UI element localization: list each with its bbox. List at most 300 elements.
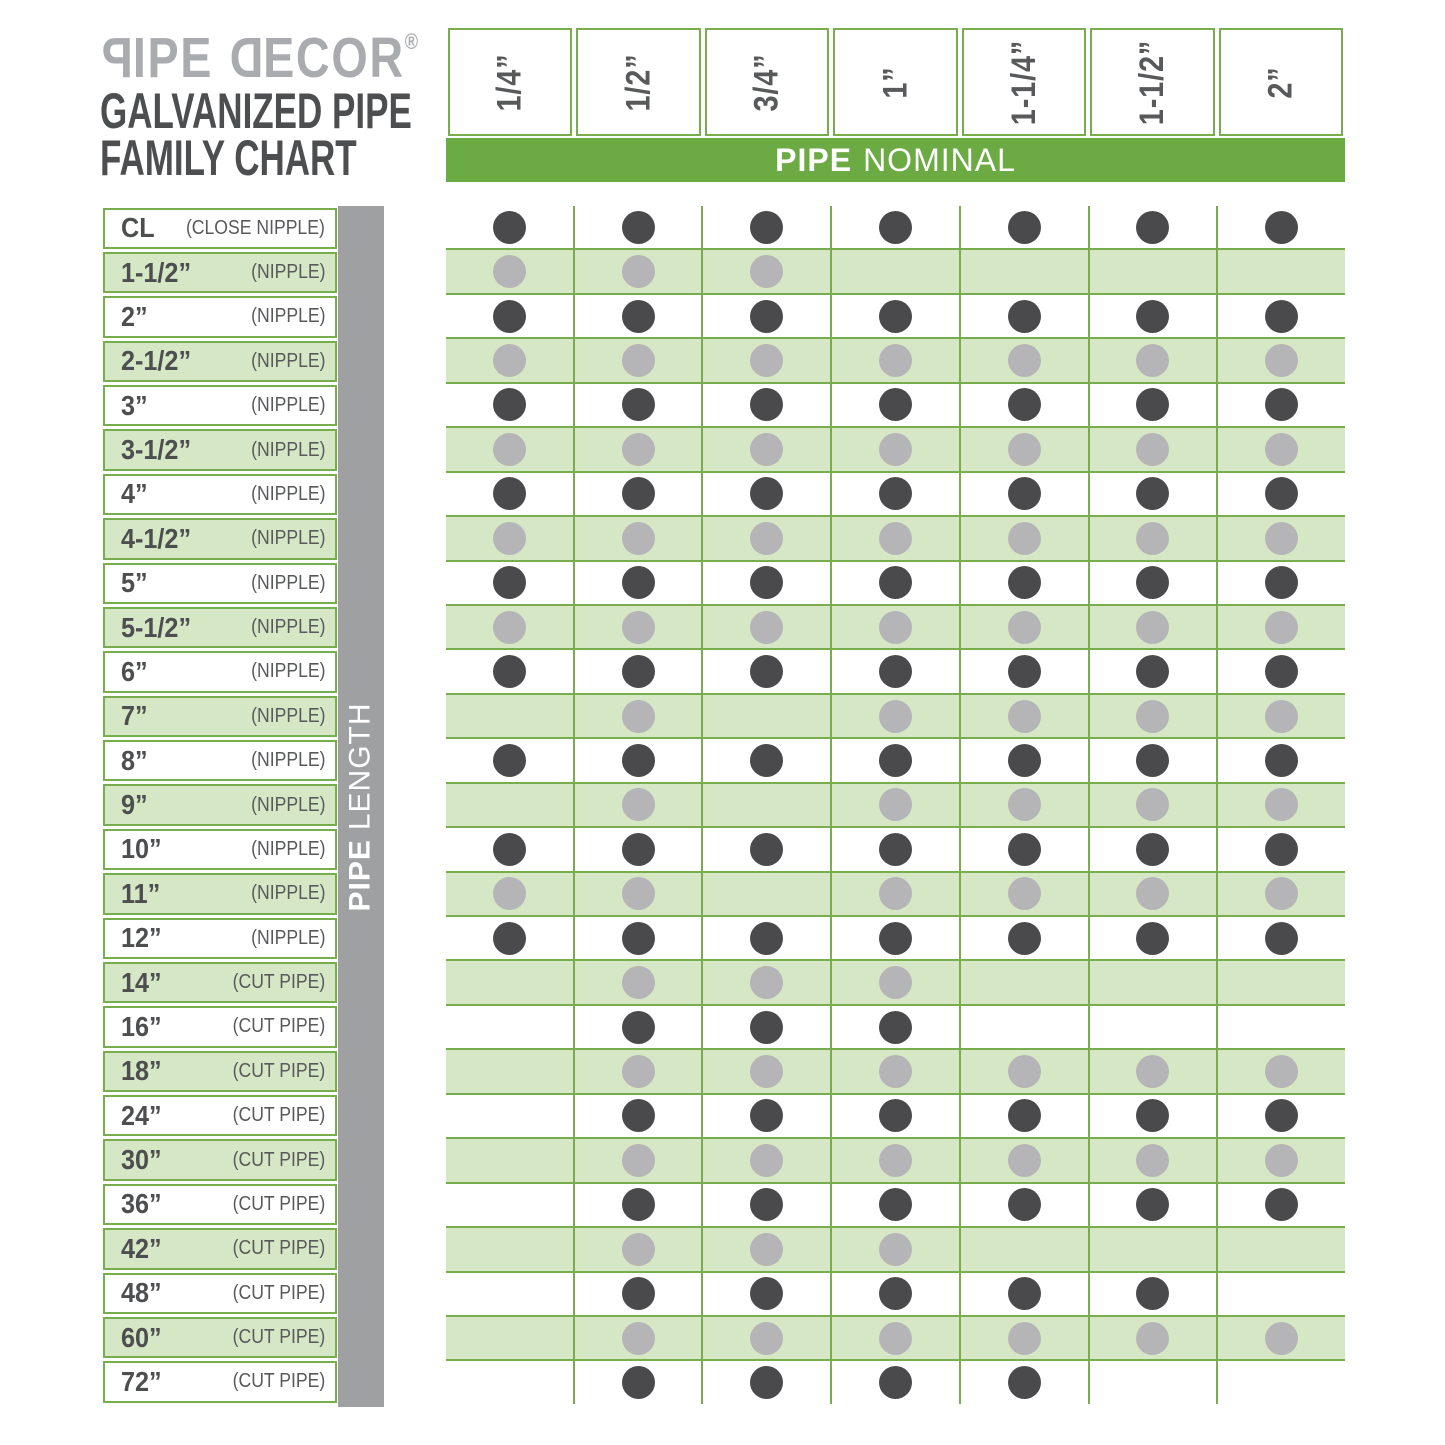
row-label <box>103 1138 337 1182</box>
availability-dot <box>1008 611 1041 644</box>
table-row <box>446 384 1345 428</box>
grid-cell <box>959 873 1088 915</box>
grid-cell <box>1216 1317 1345 1359</box>
availability-dot <box>622 966 655 999</box>
grid-cell <box>701 1317 830 1359</box>
grid-cell <box>1216 1273 1345 1315</box>
grid-cell <box>446 739 573 781</box>
grid-cell <box>959 428 1088 470</box>
row-label-box <box>103 1273 337 1314</box>
grid-cell <box>1088 695 1217 737</box>
availability-dot <box>493 255 526 288</box>
availability-dot <box>879 1233 912 1266</box>
row-label-box <box>103 1051 337 1092</box>
grid-cell <box>830 206 959 248</box>
availability-dot <box>622 700 655 733</box>
grid-cell <box>573 428 702 470</box>
grid-cell <box>701 873 830 915</box>
row-label <box>103 295 337 339</box>
table-row <box>446 1317 1345 1361</box>
table-row <box>446 1050 1345 1094</box>
grid-cell <box>701 473 830 515</box>
availability-dot <box>750 344 783 377</box>
availability-dot <box>879 833 912 866</box>
availability-dot <box>1265 788 1298 821</box>
brand-letter-d: D <box>227 26 264 90</box>
availability-dot <box>1265 700 1298 733</box>
grid-cell <box>446 1139 573 1181</box>
chart-title-line1: GALVANIZED PIPE <box>100 83 412 139</box>
availability-dot <box>1136 833 1169 866</box>
availability-dot <box>1008 1144 1041 1177</box>
grid-cell <box>959 206 1088 248</box>
row-label-box <box>103 1006 337 1047</box>
grid-cell <box>446 473 573 515</box>
grid-cell <box>1216 1228 1345 1270</box>
availability-dot <box>750 300 783 333</box>
row-size-label: 5” <box>121 567 148 599</box>
grid-cell <box>446 1184 573 1226</box>
grid-cell <box>1088 517 1217 559</box>
grid-cell <box>1216 961 1345 1003</box>
table-row <box>446 1095 1345 1139</box>
brand-letters-ecor: ECOR <box>263 26 405 90</box>
row-size-label: 10” <box>121 833 162 865</box>
availability-dot <box>1008 655 1041 688</box>
availability-dot <box>1008 700 1041 733</box>
availability-dot <box>750 966 783 999</box>
grid-cell <box>830 828 959 870</box>
grid-cell <box>830 739 959 781</box>
row-label <box>103 1315 337 1359</box>
availability-dot <box>1008 211 1041 244</box>
availability-dot <box>879 522 912 555</box>
grid-cell <box>1088 784 1217 826</box>
row-size-label: 60” <box>121 1321 162 1353</box>
grid-cell <box>446 917 573 959</box>
pipe-length-axis-bar <box>338 206 384 1407</box>
availability-dot <box>493 433 526 466</box>
grid-cell <box>1088 1139 1217 1181</box>
pipe-nominal-rest: NOMINAL <box>863 141 1016 178</box>
grid-cell <box>446 695 573 737</box>
grid-cell <box>573 739 702 781</box>
availability-dot <box>750 1277 783 1310</box>
grid-cell <box>573 295 702 337</box>
grid-cell <box>701 295 830 337</box>
row-kind-label: (NIPPLE) <box>250 882 325 905</box>
availability-dot <box>622 433 655 466</box>
availability-dot <box>1265 433 1298 466</box>
grid-cell <box>830 1317 959 1359</box>
row-label <box>103 384 337 428</box>
row-size-label: 11” <box>121 877 161 909</box>
grid-cell <box>446 1006 573 1048</box>
row-kind-label: (NIPPLE) <box>250 394 325 417</box>
grid-cell <box>1088 428 1217 470</box>
row-size-label: 42” <box>121 1232 162 1264</box>
grid-cell <box>446 828 573 870</box>
availability-dot <box>1136 300 1169 333</box>
availability-dot <box>750 655 783 688</box>
column-header-label: 3/4” <box>747 52 786 112</box>
availability-dot <box>493 744 526 777</box>
grid-cell <box>446 206 573 248</box>
table-row <box>446 517 1345 561</box>
grid-cell <box>573 384 702 426</box>
availability-dot <box>1136 433 1169 466</box>
grid-cell <box>1216 650 1345 692</box>
row-label <box>103 472 337 516</box>
availability-dot <box>750 477 783 510</box>
availability-dot <box>622 1144 655 1177</box>
availability-dot <box>879 1322 912 1355</box>
grid-cell <box>959 606 1088 648</box>
table-row <box>446 739 1345 783</box>
availability-dot <box>1008 922 1041 955</box>
row-label <box>103 783 337 827</box>
grid-cell <box>1088 961 1217 1003</box>
availability-dot <box>1265 1188 1298 1221</box>
grid-cell <box>573 473 702 515</box>
grid-cell <box>830 1095 959 1137</box>
availability-dot <box>750 1322 783 1355</box>
column-header <box>576 28 700 136</box>
row-kind-label: (NIPPLE) <box>250 837 325 860</box>
availability-dot <box>622 255 655 288</box>
column-header-label: 1-1/2” <box>1132 39 1171 125</box>
availability-dot <box>1265 1322 1298 1355</box>
grid-cell <box>1088 1228 1217 1270</box>
grid-cell <box>830 917 959 959</box>
row-label <box>103 605 337 649</box>
row-kind-label: (NIPPLE) <box>250 749 325 772</box>
availability-dot <box>1008 1055 1041 1088</box>
grid-cell <box>830 517 959 559</box>
availability-dot <box>1136 388 1169 421</box>
availability-dot <box>493 833 526 866</box>
row-label <box>103 1094 337 1138</box>
row-label <box>103 1271 337 1315</box>
availability-dot <box>1008 1366 1041 1399</box>
availability-dot <box>622 922 655 955</box>
grid-cell <box>446 1273 573 1315</box>
grid-cell <box>1088 739 1217 781</box>
grid-cell <box>701 517 830 559</box>
grid-cell <box>1216 917 1345 959</box>
row-size-label: 5-1/2” <box>121 611 192 643</box>
grid-cell <box>701 828 830 870</box>
row-label-box <box>103 1361 337 1402</box>
availability-dot <box>622 522 655 555</box>
availability-dot <box>622 211 655 244</box>
grid-cell <box>701 1228 830 1270</box>
row-label-box <box>103 563 337 604</box>
grid-cell <box>1088 828 1217 870</box>
grid-cell <box>701 206 830 248</box>
availability-dot <box>622 388 655 421</box>
availability-dot <box>1008 744 1041 777</box>
grid-cell <box>573 1006 702 1048</box>
row-label-box <box>103 341 337 382</box>
grid-cell <box>1216 1050 1345 1092</box>
availability-dot <box>1008 1188 1041 1221</box>
table-row <box>446 650 1345 694</box>
grid-cell <box>446 961 573 1003</box>
availability-dot <box>1136 1099 1169 1132</box>
row-size-label: 36” <box>121 1188 162 1220</box>
row-label-box <box>103 918 337 959</box>
grid-cell <box>959 828 1088 870</box>
availability-dot <box>1265 300 1298 333</box>
availability-dot <box>622 833 655 866</box>
availability-dot <box>622 611 655 644</box>
availability-dot <box>879 1055 912 1088</box>
availability-dot <box>879 922 912 955</box>
grid-cell <box>573 828 702 870</box>
grid-cell <box>830 1006 959 1048</box>
grid-cell <box>573 1228 702 1270</box>
grid-cell <box>830 873 959 915</box>
row-label-box <box>103 1095 337 1136</box>
table-row <box>446 1273 1345 1317</box>
availability-dot <box>1008 788 1041 821</box>
availability-dot <box>879 788 912 821</box>
grid-cell <box>701 606 830 648</box>
grid-cell <box>701 339 830 381</box>
column-header-label: 1/2” <box>619 52 658 112</box>
row-kind-label: (CUT PIPE) <box>232 1326 325 1349</box>
grid-cell <box>959 917 1088 959</box>
row-size-label: 4-1/2” <box>121 522 192 554</box>
grid-cell <box>1216 428 1345 470</box>
grid-cell <box>959 1361 1088 1403</box>
availability-dot <box>622 1188 655 1221</box>
row-kind-label: (CUT PIPE) <box>232 1104 325 1127</box>
row-size-label: 2” <box>121 300 148 332</box>
grid-cell <box>573 650 702 692</box>
table-row <box>446 339 1345 383</box>
grid-cell <box>446 1228 573 1270</box>
row-kind-label: (NIPPLE) <box>250 305 325 328</box>
availability-dot <box>622 1277 655 1310</box>
grid-cell <box>959 517 1088 559</box>
row-label <box>103 960 337 1004</box>
grid-cell <box>701 384 830 426</box>
availability-dot <box>1008 566 1041 599</box>
row-label <box>103 916 337 960</box>
row-label-box <box>103 740 337 781</box>
table-row <box>446 206 1345 250</box>
grid-cell <box>830 1184 959 1226</box>
grid-cell <box>830 1273 959 1315</box>
grid-cell <box>1216 473 1345 515</box>
grid-cell <box>959 295 1088 337</box>
grid-cell <box>701 428 830 470</box>
availability-dot <box>750 433 783 466</box>
availability-dot <box>1136 344 1169 377</box>
availability-dot <box>493 611 526 644</box>
grid-cell <box>573 250 702 292</box>
grid-cell <box>1088 562 1217 604</box>
column-header <box>448 28 572 136</box>
grid-cell <box>1216 1139 1345 1181</box>
row-kind-label: (CUT PIPE) <box>232 971 325 994</box>
row-kind-label: (CUT PIPE) <box>232 1015 325 1038</box>
row-label-box <box>103 962 337 1003</box>
grid-cell <box>701 739 830 781</box>
row-size-label: 4” <box>121 478 148 510</box>
availability-dot <box>1008 300 1041 333</box>
availability-dot <box>622 1233 655 1266</box>
column-header-label: 2” <box>1261 65 1300 99</box>
availability-dot <box>1136 655 1169 688</box>
column-header <box>705 28 829 136</box>
table-row <box>446 961 1345 1005</box>
grid-cell <box>573 517 702 559</box>
grid-cell <box>830 784 959 826</box>
row-kind-label: (NIPPLE) <box>250 660 325 683</box>
row-label <box>103 339 337 383</box>
availability-dot <box>1008 1322 1041 1355</box>
brand-letters-ipe: IPE <box>132 26 228 90</box>
row-label-box <box>103 873 337 914</box>
grid-cell <box>701 562 830 604</box>
row-size-label: 14” <box>121 966 162 998</box>
availability-dot <box>879 655 912 688</box>
row-kind-label: (CUT PIPE) <box>232 1148 325 1171</box>
row-label <box>103 1182 337 1226</box>
row-kind-label: (NIPPLE) <box>250 527 325 550</box>
grid-cell <box>1088 1184 1217 1226</box>
row-label-box <box>103 1184 337 1225</box>
availability-dot <box>750 255 783 288</box>
grid-cell <box>959 339 1088 381</box>
grid-cell <box>830 961 959 1003</box>
grid-cell <box>959 1050 1088 1092</box>
pipe-nominal-axis-bar <box>446 138 1345 182</box>
availability-dot <box>750 1011 783 1044</box>
row-label-box <box>103 829 337 870</box>
availability-dot <box>879 477 912 510</box>
grid-cell <box>1216 562 1345 604</box>
availability-dot <box>879 1366 912 1399</box>
availability-dot <box>1265 833 1298 866</box>
grid-cell <box>573 1139 702 1181</box>
availability-dot <box>1136 1144 1169 1177</box>
row-size-label: 3” <box>121 389 148 421</box>
row-label <box>103 739 337 783</box>
grid-cell <box>1088 250 1217 292</box>
column-header <box>962 28 1086 136</box>
availability-dot <box>1265 922 1298 955</box>
availability-dot <box>1008 388 1041 421</box>
grid-cell <box>701 784 830 826</box>
grid-cell <box>959 1139 1088 1181</box>
grid-cell <box>959 1095 1088 1137</box>
row-label <box>103 1049 337 1093</box>
pipe-nominal-bold: PIPE <box>775 141 853 178</box>
grid-cell <box>1216 384 1345 426</box>
availability-dot <box>750 211 783 244</box>
grid-cell <box>701 1050 830 1092</box>
grid-cell <box>1088 295 1217 337</box>
brand-letter-p: P <box>100 26 133 90</box>
grid-cell <box>1216 206 1345 248</box>
row-label <box>103 872 337 916</box>
availability-dot <box>750 1099 783 1132</box>
availability-dot <box>1136 566 1169 599</box>
grid-cell <box>573 695 702 737</box>
grid-cell <box>959 739 1088 781</box>
availability-dot <box>622 877 655 910</box>
availability-dot <box>622 744 655 777</box>
availability-dot <box>879 1188 912 1221</box>
table-row <box>446 473 1345 517</box>
availability-dot <box>493 344 526 377</box>
availability-dot <box>750 1366 783 1399</box>
grid-cell <box>830 1228 959 1270</box>
row-label <box>103 1360 337 1404</box>
availability-dot <box>1136 211 1169 244</box>
availability-dot <box>493 877 526 910</box>
availability-dot <box>1008 344 1041 377</box>
availability-dot <box>750 1144 783 1177</box>
availability-dot <box>1136 1188 1169 1221</box>
row-kind-label: (NIPPLE) <box>250 616 325 639</box>
grid-cell <box>1216 1184 1345 1226</box>
table-row <box>446 606 1345 650</box>
grid-cell <box>573 1273 702 1315</box>
availability-grid <box>446 206 1345 1404</box>
availability-dot <box>1136 1322 1169 1355</box>
row-size-label: 24” <box>121 1099 162 1131</box>
row-kind-label: (NIPPLE) <box>250 704 325 727</box>
grid-cell <box>1088 1317 1217 1359</box>
table-row <box>446 784 1345 828</box>
grid-cell <box>1216 606 1345 648</box>
registered-trademark-icon: ® <box>404 29 419 54</box>
availability-dot <box>493 211 526 244</box>
availability-dot <box>1008 433 1041 466</box>
availability-dot <box>1136 922 1169 955</box>
availability-dot <box>493 922 526 955</box>
grid-cell <box>446 339 573 381</box>
row-labels <box>103 206 337 1404</box>
availability-dot <box>1265 344 1298 377</box>
column-header-label: 1-1/4” <box>1004 39 1043 125</box>
pipe-length-rest: LENGTH <box>344 701 377 830</box>
grid-cell <box>573 784 702 826</box>
grid-cell <box>830 562 959 604</box>
availability-dot <box>493 655 526 688</box>
availability-dot <box>750 922 783 955</box>
availability-dot <box>493 477 526 510</box>
grid-cell <box>701 1139 830 1181</box>
row-label-box <box>103 429 337 470</box>
row-label-box <box>103 474 337 515</box>
table-row <box>446 917 1345 961</box>
grid-cell <box>701 1006 830 1048</box>
availability-dot <box>879 611 912 644</box>
grid-cell <box>959 1184 1088 1226</box>
availability-dot <box>622 1011 655 1044</box>
grid-cell <box>959 473 1088 515</box>
availability-dot <box>1136 877 1169 910</box>
row-size-label: 8” <box>121 744 148 776</box>
availability-dot <box>1136 788 1169 821</box>
grid-cell <box>573 339 702 381</box>
